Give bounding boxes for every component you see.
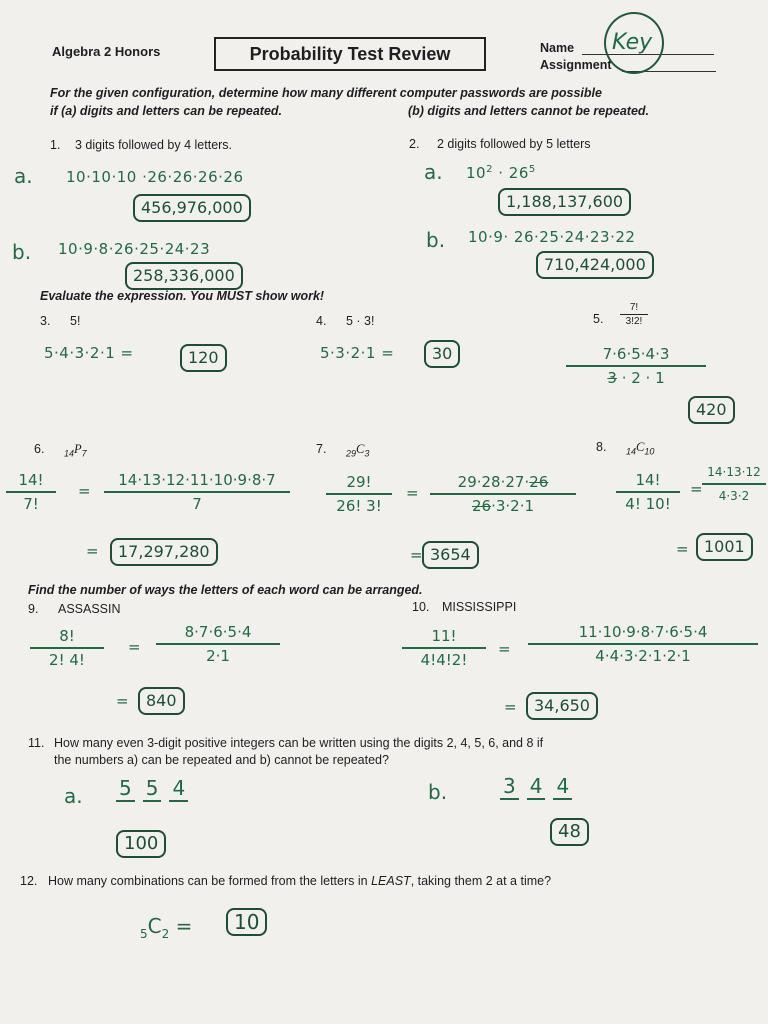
problem-5-label: 5. xyxy=(593,312,604,326)
p4-answer: 30 xyxy=(424,340,460,368)
p4-work: 5·3·2·1 = xyxy=(320,344,395,362)
p7-fraction: 29! 26! 3! xyxy=(326,472,392,516)
problem-2-label: 2. xyxy=(409,137,420,151)
problem-11-text-line2: the numbers a) can be repeated and b) cannot be repeated? xyxy=(54,753,389,767)
problem-6-expr: $_{14}P_7$ xyxy=(64,442,87,459)
p3-answer: 120 xyxy=(180,344,227,372)
p8-work: 14·13·12 4·3·2 xyxy=(702,462,766,506)
p7-answer: 3654 xyxy=(422,541,479,569)
p11-b-work: 3 4 4 xyxy=(500,774,580,800)
p2-b-work: 10·9· 26·25·24·23·22 xyxy=(468,228,636,246)
p6-answer: 17,297,280 xyxy=(110,538,218,566)
page-title: Probability Test Review xyxy=(214,37,486,71)
problem-11-label: 11. xyxy=(28,736,45,750)
p9-equals: = xyxy=(128,638,142,656)
p8-answer-equals: = xyxy=(676,540,690,558)
problem-1-text: 3 digits followed by 4 letters. xyxy=(75,138,233,152)
p2-a-work: $10^2 \cdot 26^5$ xyxy=(466,164,536,182)
problem-8-expr: $_{14}C_{10}$ xyxy=(626,440,655,457)
problem-10-word: MISSISSIPPI xyxy=(442,600,517,614)
p11-a-answer: 100 xyxy=(116,830,166,858)
p11-a-work: 5 5 4 xyxy=(116,776,196,802)
p11-b-label: b. xyxy=(428,780,448,804)
p6-equals: = xyxy=(78,482,92,500)
problem-12-text: How many combinations can be formed from the letters in LEAST, taking them 2 at a time? xyxy=(48,874,552,888)
problem-3-expr: 5! xyxy=(70,314,81,328)
problem-6-label: 6. xyxy=(34,442,45,456)
problem-11-text-line1: How many even 3-digit positive integers can be written using the digits 2, 4, 5, 6, and 8 if xyxy=(54,736,544,750)
problem-4-label: 4. xyxy=(316,314,327,328)
course-name: Algebra 2 Honors xyxy=(52,44,161,59)
p8-answer: 1001 xyxy=(696,533,753,561)
p7-equals: = xyxy=(406,484,420,502)
p6-answer-equals: = xyxy=(86,542,100,560)
p10-fraction: 11! 4!4!2! xyxy=(402,626,486,670)
p1-b-label: b. xyxy=(12,240,32,264)
p6-work: 14·13·12·11·10·9·8·7 7 xyxy=(104,470,290,514)
p1-b-answer: 258,336,000 xyxy=(125,262,243,290)
p11-a-label: a. xyxy=(64,784,83,808)
p2-b-answer: 710,424,000 xyxy=(536,251,654,279)
problem-7-expr: $_{29}C_3$ xyxy=(346,442,370,459)
p10-answer: 34,650 xyxy=(526,692,598,720)
p3-work: 5·4·3·2·1 = xyxy=(44,344,134,362)
p9-answer-equals: = xyxy=(116,692,130,710)
problem-3-label: 3. xyxy=(40,314,51,328)
p1-a-answer: 456,976,000 xyxy=(133,194,251,222)
problem-12-label: 12. xyxy=(20,874,38,888)
p1-b-work: 10·9·8·26·25·24·23 xyxy=(58,240,211,258)
problem-9-word: ASSASSIN xyxy=(58,602,121,616)
instruction-repeated: if (a) digits and letters can be repeated. xyxy=(50,104,283,118)
p8-equals: = xyxy=(690,480,704,498)
p10-answer-equals: = xyxy=(504,698,518,716)
p1-a-label: a. xyxy=(14,164,33,188)
p12-work: $_5C_2$ = xyxy=(140,914,193,941)
p2-b-label: b. xyxy=(426,228,446,252)
p2-a-label: a. xyxy=(424,160,443,184)
p9-fraction: 8! 2! 4! xyxy=(30,626,104,670)
p7-answer-equals: = xyxy=(410,546,424,564)
problem-7-label: 7. xyxy=(316,442,327,456)
problem-8-label: 8. xyxy=(596,440,607,454)
p1-a-work: 10·10·10 ·26·26·26·26 xyxy=(66,168,244,186)
problem-10-label: 10. xyxy=(412,600,430,614)
problem-1-label: 1. xyxy=(50,138,61,152)
p2-a-answer: 1,188,137,600 xyxy=(498,188,631,216)
problem-5-expr: 7! 3!2! xyxy=(620,302,648,327)
name-handwritten: Key xyxy=(612,30,653,55)
p7-work: 29·28·27·26 26·3·2·1 xyxy=(430,472,576,516)
p5-work: 7·6·5·4·3 3 · 2 · 1 xyxy=(566,344,706,388)
p9-answer: 840 xyxy=(138,687,185,715)
p5-answer: 420 xyxy=(688,396,735,424)
p6-fraction: 14! 7! xyxy=(6,470,56,514)
p8-fraction: 14! 4! 10! xyxy=(616,470,680,514)
p11-b-answer: 48 xyxy=(550,818,589,846)
name-label: Name Assignment xyxy=(540,41,612,72)
p9-work: 8·7·6·5·4 2·1 xyxy=(156,622,280,666)
instruction-passwords: For the given configuration, determine how many different computer passwords are possible xyxy=(50,86,602,100)
p10-work: 11·10·9·8·7·6·5·4 4·4·3·2·1·2·1 xyxy=(528,622,758,666)
instruction-evaluate: Evaluate the expression. You MUST show work! xyxy=(40,289,325,303)
p12-answer: 10 xyxy=(226,908,267,936)
instruction-arrangements: Find the number of ways the letters of each word can be arranged. xyxy=(28,583,423,597)
p10-equals: = xyxy=(498,640,512,658)
instruction-not-repeated: (b) digits and letters cannot be repeated. xyxy=(408,104,650,118)
problem-2-text: 2 digits followed by 5 letters xyxy=(437,137,591,151)
problem-9-label: 9. xyxy=(28,602,39,616)
problem-4-expr: 5 · 3! xyxy=(346,314,375,328)
